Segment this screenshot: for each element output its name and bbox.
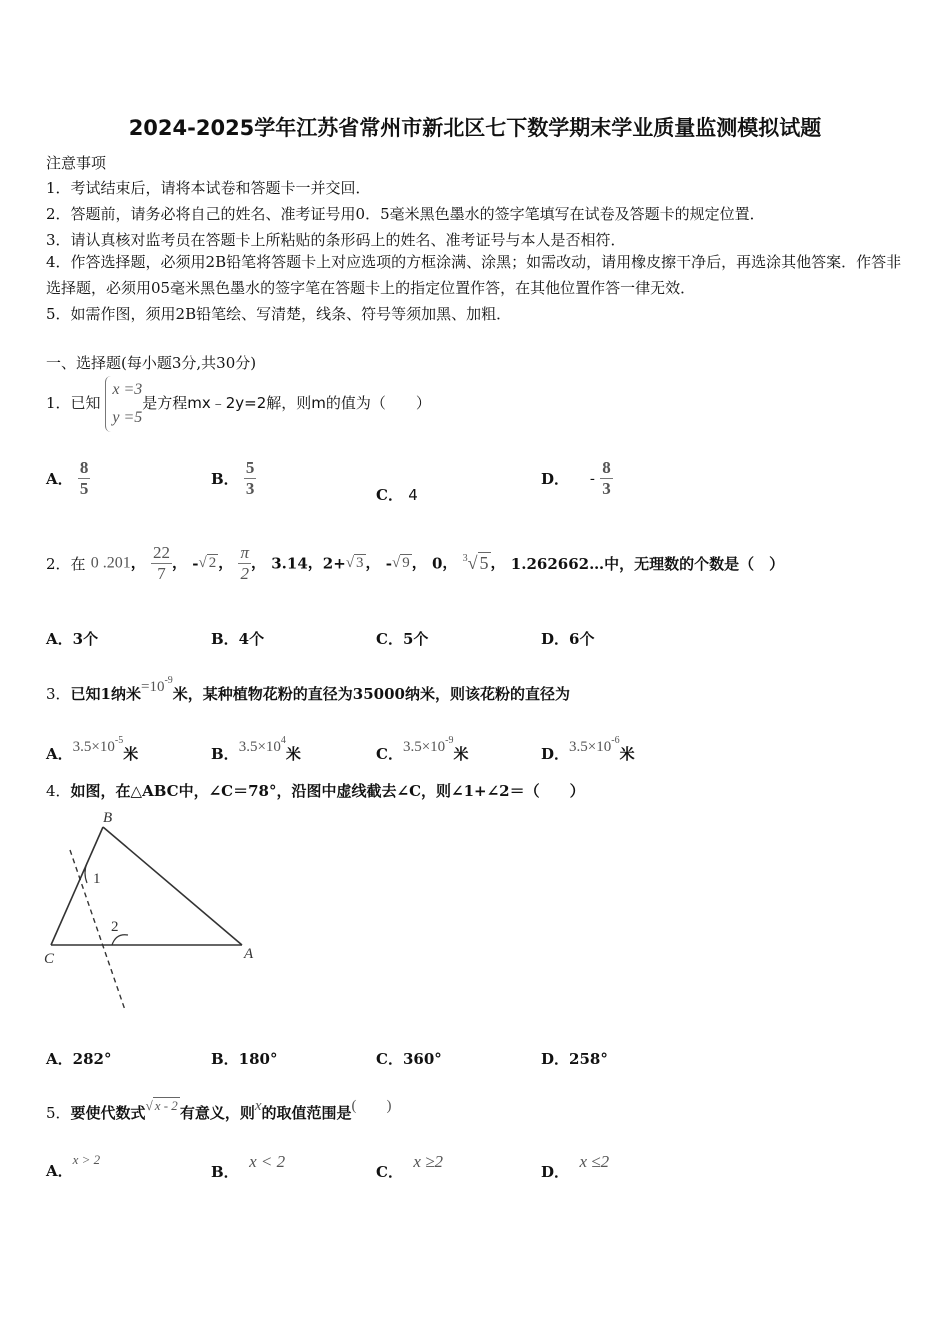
question-5: 5．要使代数式√ x - 2 有意义，则x的取值范围是( )	[46, 1098, 392, 1122]
option-a[interactable]: A．x > 2	[46, 1152, 101, 1180]
angle-label-2: 2	[111, 919, 119, 935]
section-heading: 一、选择题(每小题3分,共30分)	[46, 354, 257, 372]
option-b[interactable]: B． $\frac{5}{3}$	[211, 458, 255, 498]
equation-system: x =3 y =5	[105, 376, 142, 432]
option-c[interactable]: C．360°	[376, 1050, 442, 1068]
option-d[interactable]: D．6个	[541, 630, 595, 648]
option-d[interactable]: D．258°	[541, 1050, 608, 1068]
option-b[interactable]: B．4个	[211, 630, 265, 648]
option-b[interactable]: B． x < 2	[211, 1152, 286, 1181]
option-d[interactable]: D． - $\frac{8}{3}$	[541, 458, 611, 498]
fraction: $\frac{8}{5}$	[79, 458, 89, 498]
note-item: 4．作答选择题，必须用2B铅笔将答题卡上对应选项的方框涂满、涂黑；如需改动，请用橡皮擦干净后，再选涂其他答案．作答非选择题，必须用05毫米黑色墨水的签字笔在答题卡上的指定位置作答，在其他位置作答一律无效．	[46, 253, 902, 297]
vertex-label-b: B	[103, 810, 113, 826]
question-4: 4．如图，在△ABC中，∠C＝78°，沿图中虚线截去∠C，则∠1+∠2＝（ ）	[46, 782, 585, 800]
question-number: 1．	[46, 394, 71, 412]
notes-heading: 注意事项	[46, 154, 107, 172]
option-a[interactable]: A．282°	[46, 1050, 112, 1068]
option-a[interactable]: A．3个	[46, 630, 99, 648]
option-a[interactable]: A． $\frac{8}{5}$	[46, 458, 89, 498]
angle-label-1: 1	[93, 871, 101, 887]
option-b[interactable]: B．180°	[211, 1050, 278, 1068]
option-a[interactable]: A．$3.5\times 10^{-5}$米	[46, 735, 139, 763]
fraction: $\frac{5}{3}$	[245, 458, 255, 498]
question-1: 1．已知 x =3 y =5 是方程mx﹣2y=2解，则m的值为（ ）	[46, 376, 431, 432]
question-3: 3．已知1纳米$=10^{-9}$米，某种植物花粉的直径为35000纳米，则该花粉的直径为	[46, 675, 570, 703]
option-c[interactable]: C．$3.5\times 10^{-9}$米	[376, 735, 469, 763]
option-c[interactable]: C．5个	[376, 630, 429, 648]
note-item: 2．答题前，请务必将自己的姓名、准考证号用0．5毫米黑色墨水的签字笔填写在试卷及答题卡的规定位置．	[46, 205, 765, 223]
triangle-figure	[40, 805, 270, 1015]
vertex-label-c: C	[44, 951, 55, 967]
option-d[interactable]: D． x ≤2	[541, 1152, 610, 1181]
note-item: 3．请认真核对监考员在答题卡上所粘贴的条形码上的姓名、准考证号与本人是否相符．	[46, 231, 626, 249]
vertex-label-a: A	[244, 946, 254, 962]
note-item: 5．如需作图，须用2B铅笔绘、写清楚，线条、符号等须加黑、加粗．	[46, 305, 512, 323]
page-title: 2024-2025学年江苏省常州市新北区七下数学期末学业质量监测模拟试题	[128, 116, 822, 140]
note-item: 1．考试结束后，请将本试卷和答题卡一并交回．	[46, 179, 371, 197]
option-c[interactable]: C． 4	[376, 486, 418, 504]
fraction: $\frac{8}{3}$	[602, 458, 611, 498]
question-2: 2．在 0 .201， $\frac{22}{7}$ ， -√ 2 ， $\frac{\pi}{2}$ ， 3.14，2+√ 3 ， -√ 9 ， 0， $^3$√ 5 ， 1.262662…中，无理数的个数是（ ）	[46, 543, 785, 583]
option-c[interactable]: C． x ≥2	[376, 1152, 444, 1181]
option-b[interactable]: B．$3.5\times 10^4$米	[211, 735, 301, 763]
option-d[interactable]: D．$3.5\times 10^{-6}$米	[541, 735, 635, 763]
